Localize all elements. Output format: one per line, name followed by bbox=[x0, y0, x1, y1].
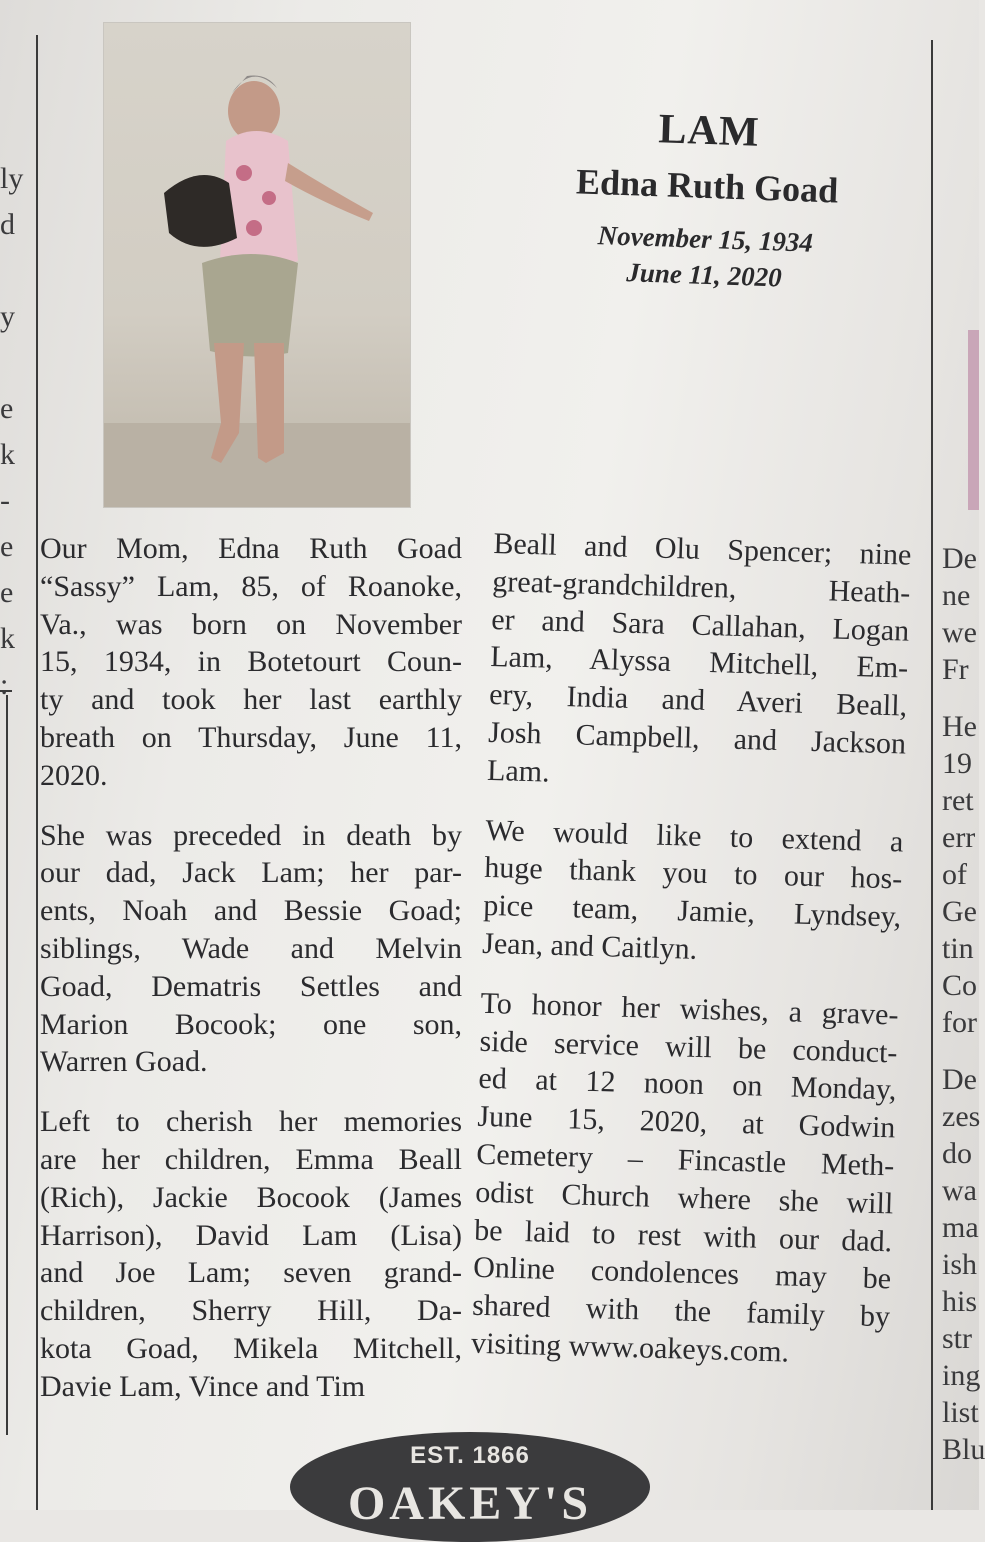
obituary-header bbox=[534, 99, 880, 299]
text-line: our dad, Jack Lam; her par- bbox=[40, 856, 462, 890]
adjacent-column-left-fragments bbox=[0, 160, 22, 712]
text-line: kota Goad, Mikela Mitchell, bbox=[40, 1331, 462, 1365]
text-line: huge thank you to our hos- bbox=[483, 851, 903, 896]
edge-fragment: err bbox=[942, 821, 976, 854]
text-line: ty and took her last earthly bbox=[40, 683, 462, 717]
edge-fragment bbox=[0, 344, 22, 390]
text-line: June 15, 2020, at Godwin bbox=[477, 1099, 896, 1145]
text-line: Marion Bocook; one son, bbox=[40, 1007, 462, 1041]
obituary-paragraph bbox=[40, 530, 462, 795]
text-line: “Sassy” Lam, 85, of Roanoke, bbox=[40, 569, 462, 603]
edge-fragment: De bbox=[942, 1063, 977, 1096]
text-line: Lam, Alyssa Mitchell, Em- bbox=[489, 640, 909, 686]
edge-fragment: Ge bbox=[942, 895, 977, 928]
text-line: Warren Goad. bbox=[40, 1045, 208, 1079]
edge-fragment: e bbox=[0, 530, 14, 563]
edge-fragment: list bbox=[942, 1396, 979, 1429]
text-line: Left to cherish her memories bbox=[40, 1105, 462, 1139]
text-line: Jean, and Caitlyn. bbox=[481, 926, 698, 966]
text-line: side service will be conduct- bbox=[479, 1024, 898, 1070]
edge-fragment: k bbox=[0, 622, 15, 655]
edge-fragment: 19 bbox=[942, 747, 972, 780]
text-line: Online condolences may be bbox=[472, 1251, 892, 1296]
obituary-paragraph bbox=[471, 985, 899, 1374]
edge-fragment: e bbox=[0, 392, 14, 425]
text-line: Harrison), David Lam (Lisa) bbox=[40, 1218, 462, 1252]
edge-fragment: ret bbox=[942, 784, 974, 817]
edge-fragment: e bbox=[0, 576, 14, 609]
text-line: odist Church where she will bbox=[474, 1175, 894, 1221]
text-line: breath on Thursday, June 11, bbox=[40, 720, 462, 754]
obituary-text-column-2 bbox=[470, 525, 912, 1396]
edge-fragment: tin bbox=[942, 932, 974, 965]
text-line: Lam. bbox=[486, 753, 551, 789]
edge-fragment bbox=[0, 252, 22, 298]
birth-date: November 15, 1934 bbox=[597, 220, 814, 258]
text-line: ery, India and Averi Beall, bbox=[488, 678, 908, 723]
text-line: 2020. bbox=[40, 758, 108, 792]
edge-fragment: k bbox=[0, 438, 15, 471]
death-date: June 11, 2020 bbox=[625, 257, 783, 293]
obituary-paragraph bbox=[40, 1103, 462, 1405]
text-line: 15, 1934, in Botetourt Coun- bbox=[40, 645, 462, 679]
text-line: Our Mom, Edna Ruth Goad bbox=[40, 532, 462, 565]
obituary-paragraph bbox=[40, 817, 462, 1082]
edge-fragment: we bbox=[942, 616, 977, 649]
text-line: and Joe Lam; seven grand- bbox=[40, 1256, 462, 1290]
edge-fragment: De bbox=[942, 542, 977, 575]
edge-fragment: ne bbox=[942, 579, 971, 612]
edge-fragment: zes bbox=[942, 1100, 981, 1133]
text-line: Cemetery – Fincastle Meth- bbox=[475, 1137, 895, 1183]
text-line: Goad, Dematris Settles and bbox=[40, 969, 462, 1003]
text-line: siblings, Wade and Melvin bbox=[40, 931, 462, 965]
text-line: We would like to extend a bbox=[485, 813, 904, 859]
edge-fragment: Blu bbox=[942, 1433, 985, 1466]
obituary-full-name: Edna Ruth Goad bbox=[575, 161, 839, 211]
edge-fragment: ing bbox=[942, 1359, 981, 1392]
adjacent-column-right-fragments bbox=[942, 540, 985, 1468]
text-line: To honor her wishes, a grave- bbox=[480, 986, 899, 1032]
edge-fragment: y bbox=[0, 300, 15, 333]
text-line: Davie Lam, Vince and Tim bbox=[40, 1369, 366, 1403]
text-line: er and Sara Callahan, Logan bbox=[490, 602, 910, 648]
text-line: children, Sherry Hill, Da- bbox=[40, 1294, 462, 1328]
edge-fragment: - bbox=[0, 484, 10, 517]
edge-fragment: ly bbox=[0, 162, 24, 195]
left-edge-box-border bbox=[6, 695, 8, 1435]
text-line: shared with the family by bbox=[471, 1288, 891, 1334]
edge-fragment: Co bbox=[942, 969, 978, 1002]
edge-fragment: He bbox=[942, 710, 977, 743]
right-column-rule bbox=[931, 40, 933, 1510]
text-line: visiting www.oakeys.com. bbox=[470, 1326, 790, 1369]
text-line: ed at 12 noon on Monday, bbox=[478, 1062, 897, 1107]
obituary-paragraph bbox=[487, 525, 912, 801]
logo-established-text: EST. 1866 bbox=[410, 1442, 530, 1469]
text-line: pice team, Jamie, Lyndsey, bbox=[482, 889, 902, 934]
edge-fragment: : bbox=[0, 668, 9, 701]
text-line: She was preceded in death by bbox=[40, 818, 462, 852]
text-line: Josh Campbell, and Jackson bbox=[487, 715, 907, 761]
text-line: be laid to rest with our dad. bbox=[473, 1213, 893, 1258]
obituary-surname: LAM bbox=[657, 106, 761, 156]
text-line: are her children, Emma Beall bbox=[40, 1142, 462, 1176]
edge-fragment: for bbox=[942, 1006, 977, 1039]
left-column-rule bbox=[36, 35, 38, 1510]
obituary-paragraph bbox=[482, 811, 904, 974]
obituary-photo bbox=[103, 22, 411, 508]
obituary-text-column-1 bbox=[40, 530, 462, 1428]
edge-fragment: his bbox=[942, 1285, 978, 1318]
woman-on-beach-photo bbox=[104, 23, 410, 507]
edge-fragment: str bbox=[942, 1322, 972, 1355]
edge-fragment: d bbox=[0, 208, 15, 241]
logo-name-text: OAKEY'S bbox=[347, 1477, 593, 1530]
funeral-home-logo bbox=[290, 1432, 650, 1542]
text-line: great-grandchildren, Heath- bbox=[491, 564, 911, 610]
edge-fragment: ish bbox=[942, 1248, 978, 1281]
edge-fragment: Fr bbox=[942, 653, 969, 686]
edge-fragment: wa bbox=[942, 1174, 977, 1207]
adjacent-photo-edge bbox=[968, 330, 979, 510]
text-line: (Rich), Jackie Bocook (James bbox=[40, 1180, 462, 1214]
text-line: Beall and Olu Spencer; nine bbox=[493, 526, 912, 572]
edge-fragment: of bbox=[942, 858, 967, 891]
text-line: ents, Noah and Bessie Goad; bbox=[40, 894, 462, 928]
text-line: Va., was born on November bbox=[40, 607, 462, 641]
edge-fragment: do bbox=[942, 1137, 972, 1170]
edge-fragment: ma bbox=[942, 1211, 979, 1244]
